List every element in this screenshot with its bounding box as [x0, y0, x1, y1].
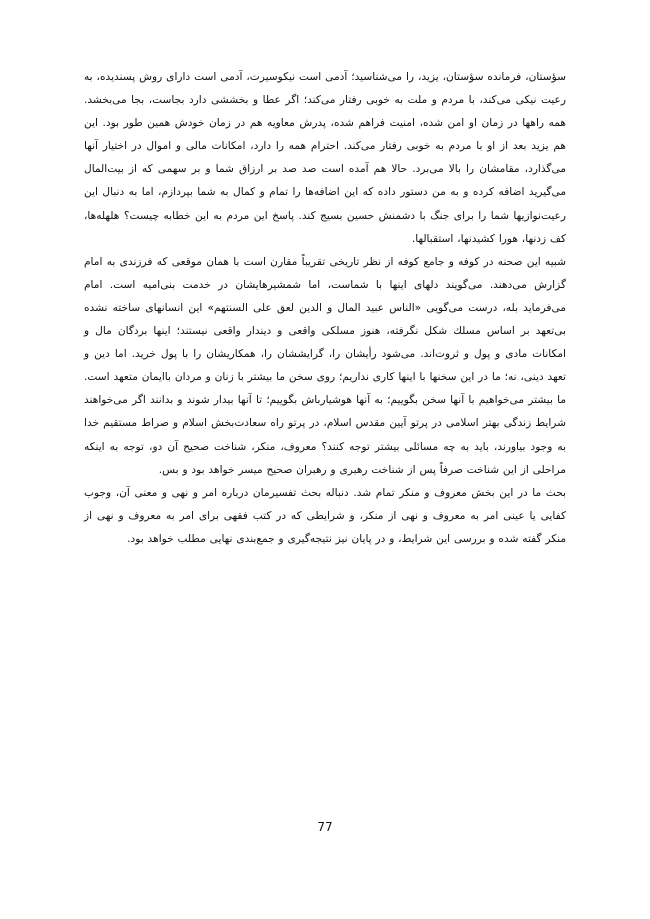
paragraph-1: سؤستان، فرمانده سؤستان، يزيد، را مى‌شناسيد؛ آدمى است نيكوسيرت، آدمى است داراى روش پسنديده، به رعيت نيكى مى‌كند، با مردم و ملت به خوبى رفتار مى‌كند؛ اگر عطا و بخششى دارد بجاست، بجا مى‌بخشد. همه راهها در زمان او امن شده، امنيت فراهم شده، پدرش معاويه هم در زمان خودش همين طور بود. اين هم يزيد بعد از او با مردم به خوبى رفتار مى‌كند. احترام همه را دارد، امكانات مالى و اموال در اختيار آنها مى‌گذارد، مقامشان را بالا مى‌برد. حالا هم آمده است صد صد بر ارزاق شما و بر سهمى كه از بيت‌المال مى‌گيريد اضافه كرده و به من دستور داده كه اين اضافه‌ها را تمام و كمال به شما بپردازم، اما به دنبال اين رعيت‌نوازيها شما را براى جنگ با دشمنش حسين بسيج كند. پاسخ اين مردم به اين خطابه چيست؟ هلهله‌ها، كف زدنها، هورا كشيدنها، استقبالها.: [84, 71, 566, 245]
paragraph-3: بحث ما در اين بخش معروف و منكر تمام شد. دنباله بحث تفسيرمان درباره امر و نهى و معنى آن، وجوب كفايى يا عينى امر به معروف و نهى از منكر، و شرايطى كه در كتب فقهى براى امر به معروف و نهى از منكر گفته شده و بررسى اين شرايط، و در پايان نيز نتيجه‌گيرى و جمع‌بندى نهايى مطلب خواهد بود.: [84, 486, 566, 545]
body-text: [84, 66, 566, 551]
page-number: 77: [317, 820, 333, 834]
paragraph-2: شبيه اين صحنه در كوفه و جامع كوفه از نظر تاريخى تقريباً مقارن است با همان موقعى كه فرزندى به امام گزارش مى‌دهند. مى‌گويند دلهاى اينها با شماست، اما شمشيرهايشان در خدمت بنى‌اميه است. امام مى‌فرمايد بله، درست مى‌گويى «الناس عبيد المال و الدين لعق على السنتهم» اين انسانهاى ساخته نشده بى‌تعهد بر اساس مسلك شكل نگرفته، هنوز مسلكى واقعى و ديندار واقعى نيستند؛ اينها بردگان مال و امكانات مادى و پول و ثروت‌اند. مى‌شود رأيشان را، گرايششان را، همكاريشان را با پول خريد. اما دين و تعهد دينى، نه؛ ما در اين سخنها با اينها كارى نداريم؛ روى سخن ما بيشتر با زنان و مردان باايمان متعهد است. ما بيشتر مى‌خواهيم با آنها سخن بگوييم؛ به آنها هوشيارباش بگوييم؛ تا آنها بيدار شوند و بدانند اگر مى‌خواهند شرايط زندگى بهتر اسلامى در پرتو آيين مقدس اسلام، در پرتو راه سعادت‌بخش اسلام و صراط مستقيم خدا به وجود بياورند، بايد به چه مسائلى بيشتر توجه كنند؟ معروف، منكر، شناخت صحيح آن دو، توجه به اينكه مراحلى از اين شناخت صرفاً پس از شناخت رهبرى و رهبران صحيح ميسر خواهد بود و بس.: [84, 255, 566, 476]
